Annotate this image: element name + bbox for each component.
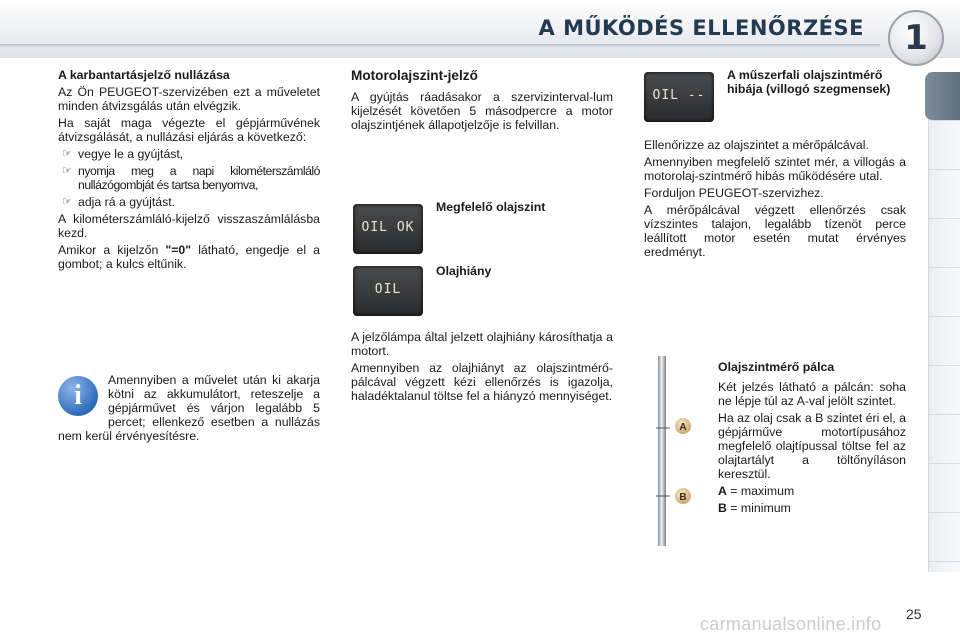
chapter-number-badge: 1 — [888, 10, 944, 66]
chapter-tab[interactable] — [929, 121, 960, 170]
dipstick-title: Olajszintmérő pálca — [718, 360, 835, 374]
reset-paragraph: Az Ön PEUGEOT-szervizében ezt a műveletet minden átvizsgálás után elvégzik. — [58, 85, 320, 113]
oil-low-explanation: A jelzőlámpa által jelzett olajhiány károsíthatja a motort. Amennyiben az olajhiányt az olajszintmérő-pálcával végzett kézi ellenőrzés is igazolja, haladéktalanul töltse fel a hiányzó mennyiséget. — [351, 330, 613, 403]
chapter-title: A MŰKÖDÉS ELLENŐRZÉSE — [538, 16, 864, 40]
reset-paragraph: Ha saját maga végezte el gépjárművének átvizsgálását, a nullázási eljárás a következő: — [58, 116, 320, 144]
dipstick-section: Olajszintmérő pálca Két jelzés látható a pálcán: soha ne lépje túl az A-val jelölt szintet. Ha az olaj csak a B szintet éri el, a gépjárműve motortípusához megfelelő olajtípussal töltse fel az olajtartályt a töltőnyíláson keresztül. A = maximum B = minimum — [718, 360, 906, 515]
oil-low-label: Olajhiány — [436, 264, 492, 278]
oil-indicator-intro: A gyújtás ráadásakor a szervizinterval-lum kijelzését követően 5 másodpercre a motor olajszintjének állapotjelzője is felvillan. — [351, 90, 613, 132]
pointing-hand-icon: ☞ — [62, 148, 72, 160]
chapter-tab[interactable] — [929, 219, 960, 268]
pointing-hand-icon: ☞ — [62, 196, 72, 208]
oil-low-display: OIL — [353, 266, 423, 316]
legend-a: A = maximum — [718, 484, 795, 498]
header-divider — [0, 44, 880, 48]
oil-ok-label: Megfelelő olajszint — [436, 200, 546, 214]
chapter-tabs — [928, 72, 960, 572]
oil-level-indicator-section — [351, 68, 613, 135]
oil-gauge-fault-title: A műszerfali olajszintmérő hibája (villogó szegmensek) — [727, 68, 891, 96]
reset-heading: A karbantartásjelző nullázása — [58, 68, 230, 82]
reset-step: ☞ vegye le a gyújtást, — [62, 147, 184, 161]
oil-gauge-fault-section: Ellenőrizze az olajszintet a mérőpálcával. Amennyiben megfelelő szintet mér, a villogás a motorolaj-szintmérő hibás működésére utal. Forduljon PEUGEOT-szervizhez. A mérőpálcával végzett ellenőrzés csak vízszintes talajon, legalább tízenöt perce leállított motor esetén mutat érvényes eredményt. — [644, 138, 906, 259]
chapter-tab[interactable] — [929, 170, 960, 219]
marker-a-label: A — [679, 422, 687, 433]
page-header — [0, 0, 960, 62]
chapter-tab[interactable] — [929, 415, 960, 464]
oil-fault-display: OIL -- — [644, 72, 714, 122]
reset-paragraph: A kilométerszámláló-kijelző visszaszámlálásba kezd. — [58, 212, 320, 240]
reset-paragraph: Amikor a kijelzőn "=0" látható, engedje el a gombot; a kulcs eltűnik. — [58, 243, 320, 271]
reset-step: ☞ adja rá a gyújtást. — [62, 195, 176, 209]
chapter-tab[interactable] — [929, 268, 960, 317]
page-number: 25 — [906, 606, 922, 622]
oil-indicator-title: Motorolajszint-jelző — [351, 68, 478, 83]
chapter-tab[interactable] — [929, 317, 960, 366]
dipstick-illustration — [650, 356, 704, 546]
chapter-tab[interactable] — [929, 513, 960, 562]
info-icon: i — [58, 376, 98, 416]
chapter-tab[interactable] — [929, 464, 960, 513]
legend-b: B = minimum — [718, 501, 791, 515]
chapter-tab-active[interactable] — [925, 72, 960, 121]
reset-note: Amennyiben a művelet után ki akarja kötni az akkumulátort, reteszelje a gépjárművet és várjon legalább 5 percet; ellenkező esetben a nullázás nem kerül érvényesítésre. — [58, 373, 320, 443]
marker-b-label: B — [679, 492, 687, 503]
pointing-hand-icon: ☞ — [62, 165, 72, 177]
watermark: carmanualsonline.info — [700, 614, 882, 634]
reset-step: ☞ nyomja meg a napi kilométerszámláló nullázógombját és tartsa benyomva, — [62, 164, 320, 192]
chapter-tab[interactable] — [929, 366, 960, 415]
oil-ok-display: OIL OK — [353, 204, 423, 254]
reset-section — [58, 68, 320, 274]
dipstick-rod — [658, 356, 666, 546]
